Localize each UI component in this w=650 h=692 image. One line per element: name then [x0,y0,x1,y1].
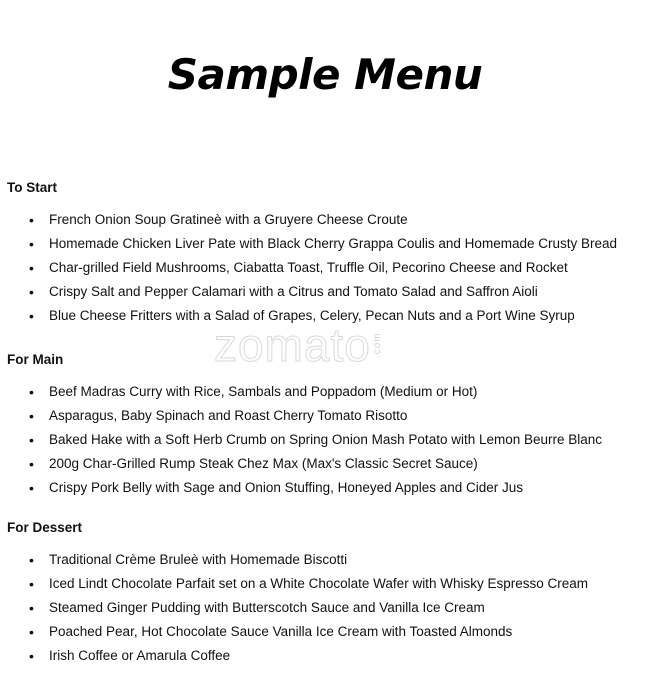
menu-item: • Irish Coffee or Amarula Coffee [7,644,647,668]
menu-item: • Crispy Salt and Pepper Calamari with a Citrus and Tomato Salad and Saffron Aioli [7,280,647,304]
section-to-start [7,178,647,328]
menu-item: • Iced Lindt Chocolate Parfait set on a White Chocolate Wafer with Whisky Espresso Cream [7,572,647,596]
menu-item: • Traditional Crème Bruleè with Homemade Biscotti [7,548,647,572]
watermark-suffix: .com [371,332,383,358]
page-title: Sample Menu [167,50,483,99]
menu-item: • Baked Hake with a Soft Herb Crumb on Spring Onion Mash Potato with Lemon Beurre Blanc [7,428,647,452]
menu-item: • Beef Madras Curry with Rice, Sambals and Poppadom (Medium or Hot) [7,380,647,404]
menu-list [7,380,647,500]
watermark-text: zomato [214,319,371,371]
menu-item: • Blue Cheese Fritters with a Salad of Grapes, Celery, Pecan Nuts and a Port Wine Syrup [7,304,647,328]
menu-item: • Char-grilled Field Mushrooms, Ciabatta Toast, Truffle Oil, Pecorino Cheese and Rocket [7,256,647,280]
menu-item: • Crispy Pork Belly with Sage and Onion Stuffing, Honeyed Apples and Cider Jus [7,476,647,500]
section-for-main [7,350,647,500]
menu-item: • French Onion Soup Gratineè with a Gruyere Cheese Croute [7,208,647,232]
menu-list [7,208,647,328]
section-for-dessert [7,518,647,668]
section-heading: For Dessert [7,520,83,535]
menu-item: • Poached Pear, Hot Chocolate Sauce Vanilla Ice Cream with Toasted Almonds [7,620,647,644]
menu-item: • Steamed Ginger Pudding with Butterscotch Sauce and Vanilla Ice Cream [7,596,647,620]
menu-item: • Homemade Chicken Liver Pate with Black Cherry Grappa Coulis and Homemade Crusty Bread [7,232,647,256]
menu-item: • 200g Char-Grilled Rump Steak Chez Max (Max's Classic Secret Sauce) [7,452,647,476]
section-heading: For Main [7,352,64,367]
menu-item: • Asparagus, Baby Spinach and Roast Cherry Tomato Risotto [7,404,647,428]
section-heading: To Start [7,180,57,195]
menu-list [7,548,647,668]
